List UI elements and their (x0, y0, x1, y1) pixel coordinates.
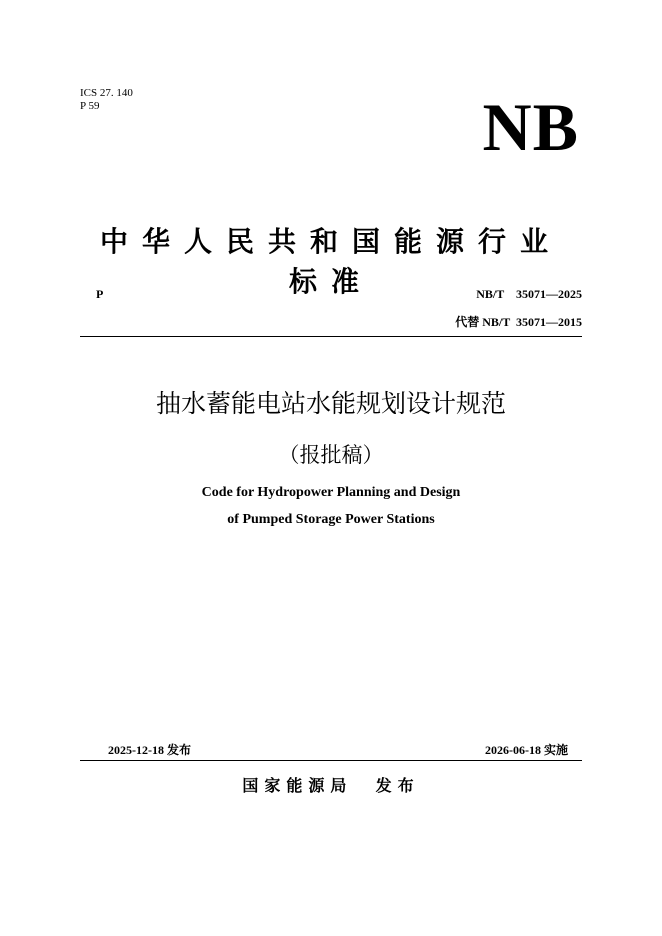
replaces-standard: 代替 NB/T 35071—2015 (455, 315, 582, 329)
nb-logo: NB (482, 89, 579, 165)
issue-date: 2025-12-18 发布 (108, 743, 191, 757)
ics-code: ICS 27. 140 (80, 87, 133, 99)
ics-classification (80, 87, 133, 113)
left-code: P (96, 287, 104, 301)
standard-category: 中华人民共和国能源行业标准 (99, 225, 562, 298)
class-code: P 59 (80, 100, 100, 112)
document-subtitle-cn: （报批稿） (278, 443, 384, 467)
top-divider (80, 336, 582, 337)
bottom-divider (80, 760, 582, 761)
document-title-en-line1: Code for Hydropower Planning and Design (201, 485, 461, 500)
issuer: 国家能源局 发布 (242, 776, 420, 795)
document-title-cn: 抽水蓄能电站水能规划设计规范 (155, 389, 506, 418)
document-title-en-line2: of Pumped Storage Power Stations (227, 512, 435, 527)
standard-number: NB/T 35071—2025 (476, 287, 582, 301)
implement-date: 2026-06-18 实施 (485, 743, 568, 757)
